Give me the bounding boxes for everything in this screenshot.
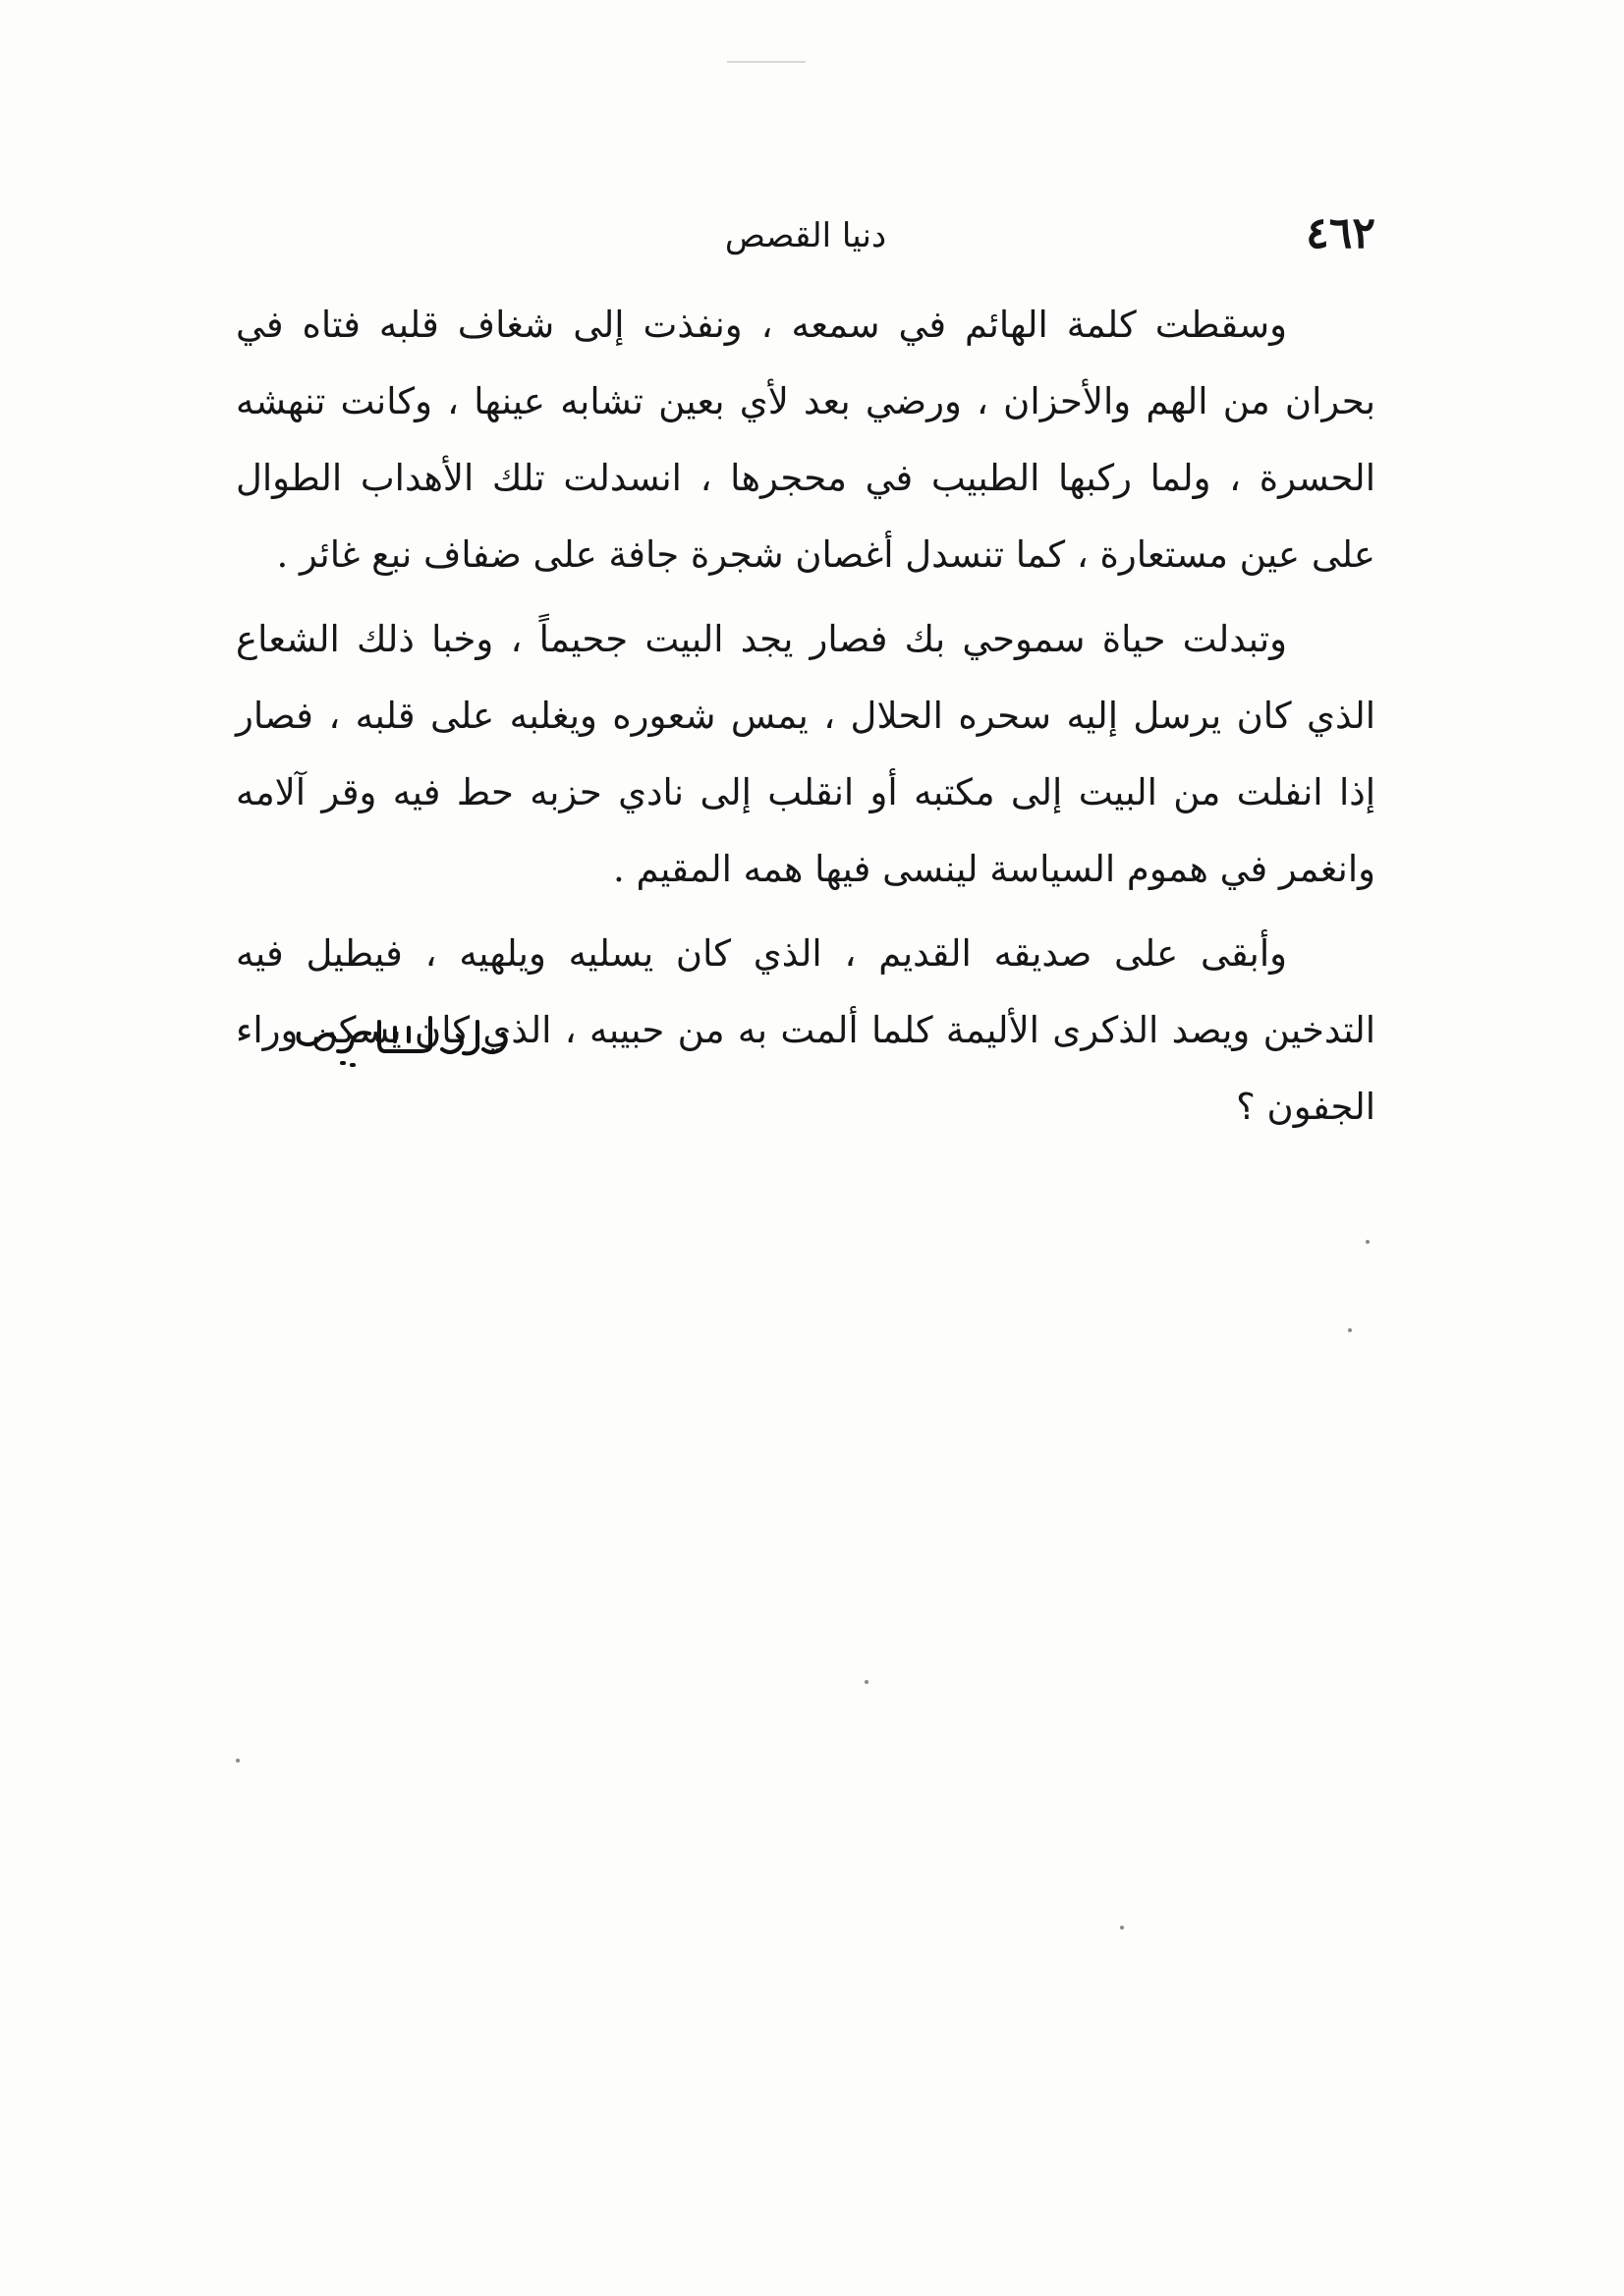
speck (1366, 1240, 1370, 1244)
speck (236, 1759, 240, 1763)
author-signature (295, 1004, 521, 1073)
scan-artifact (727, 61, 806, 63)
paragraph-2: وتبدلت حياة سموحي بك فصار يجد البيت جحيماً ، وخبا ذلك الشعاع الذي كان يرسل إليه سحره الحلال ، يمس شعوره ويغلبه على قلبه ، فصار إذا انفلت من البيت إلى مكتبه أو انقلب إلى نادي حزبه حط فيه وقر آلامه وانغمر في هموم السياسة لينسى فيها همه المقيم . (236, 618, 1375, 890)
running-title: دنيا القصص (724, 216, 887, 255)
handwritten-signature (295, 1004, 521, 1073)
speck (1348, 1328, 1352, 1332)
page-number: ٤٦٢ (1306, 208, 1375, 258)
page-header (236, 204, 1375, 263)
paragraph-1: وسقطت كلمة الهائم في سمعه ، ونفذت إلى شغاف قلبه فتاه في بحران من الهم والأحزان ، ورضي بعد لأي بعين تشابه عينها ، وكانت تنهشه الحسرة ، ولما ركبها الطبيب في محجرها ، انسدلت تلك الأهداب الطوال على عين مستعارة ، كما تنسدل أغصان شجرة جافة على ضفاف نبع غائر . (236, 304, 1375, 576)
speck (865, 1680, 868, 1684)
paragraph-3: وأبقى على صديقه القديم ، الذي كان يسليه ويلهيه ، فيطيل فيه التدخين ويصد الذكرى الأليمة كلما ألمت به من حبيبه ، الذي كان يسكن وراء الجفون ؟ (236, 932, 1375, 1128)
speck (1120, 1926, 1124, 1930)
